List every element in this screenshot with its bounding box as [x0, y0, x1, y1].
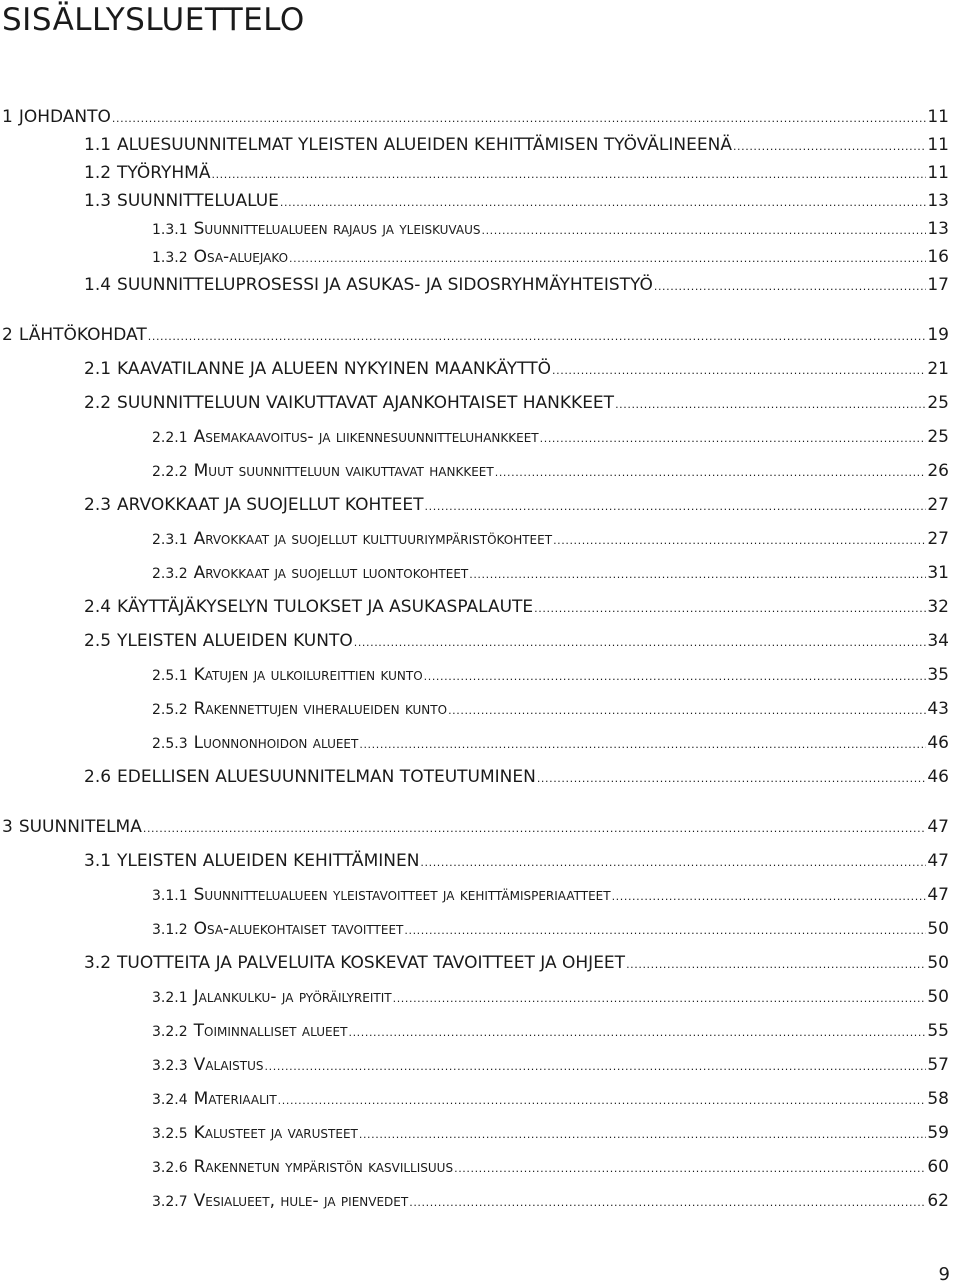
toc-entry-page: 60 [927, 1157, 949, 1177]
toc-entry-text: Katujen ja ulkoilureittien kunto [193, 665, 423, 685]
toc-leader-dots [469, 564, 926, 586]
toc-entry-text: KAAVATILANNE JA ALUEEN NYKYINEN MAANKÄYTTÖ [117, 359, 552, 379]
toc-entry[interactable] [152, 664, 949, 686]
toc-entry-page: 43 [927, 699, 949, 719]
toc-entry-page: 11 [927, 135, 949, 155]
toc-leader-dots [420, 852, 926, 874]
toc-entry[interactable] [84, 630, 949, 652]
toc-entry-title [152, 1156, 453, 1179]
toc-entry-number: 3.2.6 [152, 1160, 188, 1176]
toc-entry-page: 59 [927, 1123, 949, 1143]
toc-entry[interactable] [84, 392, 949, 414]
toc-entry-page: 47 [927, 817, 949, 837]
toc-entry-page: 13 [927, 191, 949, 211]
toc-entry-text: Osa-aluejako [193, 247, 289, 267]
toc-leader-dots [211, 164, 926, 186]
toc-entry[interactable] [152, 246, 949, 268]
toc-entry-number: 2.1 [84, 359, 112, 379]
toc-entry-text: Suunnittelualueen rajaus ja yleiskuvaus [193, 219, 481, 239]
toc-entry-text: Osa-aluekohtaiset tavoitteet [193, 919, 404, 939]
toc-entry[interactable] [152, 1156, 949, 1178]
toc-entry-page: 17 [927, 275, 949, 295]
toc-entry-number: 1.2 [84, 163, 112, 183]
toc-entry-text: EDELLISEN ALUESUUNNITELMAN TOTEUTUMINEN [117, 767, 536, 787]
toc-leader-dots [654, 276, 927, 298]
toc-entry-text: YLEISTEN ALUEIDEN KUNTO [117, 631, 353, 651]
toc-entry-title [152, 698, 447, 721]
toc-leader-dots [552, 360, 926, 382]
toc-entry-page: 13 [927, 219, 949, 239]
toc-entry-title [84, 766, 536, 788]
toc-leader-dots [481, 220, 926, 242]
toc-entry[interactable] [152, 1088, 949, 1110]
toc-entry-number: 1.4 [84, 275, 112, 295]
toc-leader-dots [733, 136, 926, 158]
toc-entry-page: 31 [927, 563, 949, 583]
toc-entry-page: 57 [927, 1055, 949, 1075]
toc-entry-page: 34 [927, 631, 949, 651]
toc-leader-dots [348, 1022, 926, 1044]
toc-entry[interactable] [2, 816, 949, 838]
toc-entry-title [84, 274, 653, 296]
toc-leader-dots [615, 394, 926, 416]
toc-entry-number: 2.3 [84, 495, 112, 515]
toc-entry-page: 11 [927, 107, 949, 127]
toc-entry-title [152, 1190, 408, 1213]
toc-entry-number: 2.4 [84, 597, 112, 617]
toc-entry-number: 3.2.1 [152, 990, 188, 1006]
toc-leader-dots [278, 1090, 927, 1112]
toc-entry-number: 1.3.2 [152, 250, 188, 266]
toc-entry-number: 2.5 [84, 631, 112, 651]
toc-entry-text: Materiaalit [193, 1089, 277, 1109]
toc-entry-page: 26 [927, 461, 949, 481]
toc-entry-title [152, 528, 552, 551]
toc-entry[interactable] [84, 162, 949, 184]
toc-entry-title [152, 986, 392, 1009]
toc-entry[interactable] [152, 426, 949, 448]
toc-leader-dots [289, 248, 926, 270]
toc-entry-page: 25 [927, 427, 949, 447]
toc-entry-title [84, 494, 424, 516]
toc-entry-text: TYÖRYHMÄ [117, 163, 211, 183]
toc-entry-number: 3.1.2 [152, 922, 188, 938]
toc-entry-number: 1.3.1 [152, 222, 188, 238]
toc-leader-dots [354, 632, 927, 654]
toc-entry-text: Arvokkaat ja suojellut luontokohteet [193, 563, 469, 583]
toc-entry-number: 3.2.2 [152, 1024, 188, 1040]
toc-entry-text: Rakennettujen viheralueiden kunto [193, 699, 448, 719]
toc-leader-dots [112, 108, 926, 130]
toc-entry[interactable] [84, 766, 949, 788]
toc-entry-number: 3.2.4 [152, 1092, 188, 1108]
toc-entry-page: 32 [927, 597, 949, 617]
toc-entry-text: SUUNNITTELUALUE [117, 191, 279, 211]
toc-entry-page: 55 [927, 1021, 949, 1041]
toc-leader-dots [612, 886, 927, 908]
toc-entry-title [152, 732, 358, 755]
toc-entry-title [2, 106, 111, 128]
toc-entry-text: Vesialueet, hule- ja pienvedet [193, 1191, 409, 1211]
toc-entry-text: Suunnittelualueen yleistavoitteet ja kehittämisperiaatteet [193, 885, 611, 905]
toc-entry-text: SUUNNITTELUPROSESSI JA ASUKAS- JA SIDOSRYHMÄYHTEISTYÖ [117, 275, 653, 295]
toc-entry-page: 50 [927, 987, 949, 1007]
toc-entry-number: 3.2 [84, 953, 112, 973]
toc-entry-number: 1 [2, 107, 13, 127]
toc-leader-dots [393, 988, 927, 1010]
toc-entry-number: 2.2.2 [152, 464, 188, 480]
toc-entry-text: Jalankulku- ja pyöräilyreitit [193, 987, 392, 1007]
toc-entry-text: KÄYTTÄJÄKYSELYN TULOKSET JA ASUKASPALAUTE [117, 597, 534, 617]
toc-entry-text: Rakennetun ympäristön kasvillisuus [193, 1157, 454, 1177]
toc-entry-text: SUUNNITTELUUN VAIKUTTAVAT AJANKOHTAISET HANKKEET [117, 393, 615, 413]
toc-leader-dots [540, 428, 927, 450]
toc-entry[interactable] [152, 1020, 949, 1042]
toc-entry[interactable] [152, 698, 949, 720]
toc-leader-dots [148, 326, 927, 348]
toc-entry-title [84, 190, 279, 212]
toc-leader-dots [404, 920, 926, 942]
toc-entry[interactable] [152, 1190, 949, 1212]
toc-entry-number: 2.2.1 [152, 430, 188, 446]
toc-entry-title [152, 918, 403, 941]
toc-entry-text: YLEISTEN ALUEIDEN KEHITTÄMINEN [117, 851, 420, 871]
toc-entry-number: 1.3 [84, 191, 112, 211]
toc-entry[interactable] [152, 562, 949, 584]
toc-entry-text: TUOTTEITA JA PALVELUITA KOSKEVAT TAVOITTEET JA OHJEET [117, 953, 626, 973]
toc-leader-dots [454, 1158, 926, 1180]
toc-entry[interactable] [152, 1122, 949, 1144]
toc-leader-dots [626, 954, 926, 976]
toc-leader-dots [424, 666, 927, 688]
toc-leader-dots [359, 1124, 927, 1146]
toc-entry-title [84, 392, 614, 414]
toc-entry-title [152, 1020, 347, 1043]
toc-entry-page: 47 [927, 885, 949, 905]
toc-entry[interactable] [152, 218, 949, 240]
page-title: SISÄLLYSLUETTELO [2, 2, 305, 38]
toc-leader-dots [553, 530, 926, 552]
toc-entry-page: 11 [927, 163, 949, 183]
toc-entry-title [84, 134, 732, 156]
toc-leader-dots [409, 1192, 926, 1214]
toc-entry[interactable] [152, 918, 949, 940]
toc-entry-text: Luonnonhoidon alueet [193, 733, 359, 753]
toc-entry-title [84, 162, 210, 184]
toc-entry-title [152, 1054, 264, 1077]
toc-entry[interactable] [152, 460, 949, 482]
toc-entry-text: Arvokkaat ja suojellut kulttuuriympäristökohteet [193, 529, 553, 549]
toc-entry-page: 46 [927, 767, 949, 787]
toc-entry-number: 2.6 [84, 767, 112, 787]
toc-entry-title [152, 218, 480, 241]
toc-entry-text: Toiminnalliset alueet [193, 1021, 348, 1041]
toc-entry-text: Asemakaavoitus- ja liikennesuunnitteluhankkeet [193, 427, 539, 447]
toc-entry-title [84, 630, 353, 652]
toc-entry[interactable] [2, 106, 949, 128]
toc-entry-text: Kalusteet ja varusteet [193, 1123, 358, 1143]
toc-entry-title [152, 562, 468, 585]
toc-entry-number: 3.2.3 [152, 1058, 188, 1074]
toc-entry-title [2, 816, 142, 838]
toc-entry[interactable] [84, 134, 949, 156]
toc-entry[interactable] [84, 850, 949, 872]
toc-leader-dots [448, 700, 926, 722]
toc-entry-number: 2.3.2 [152, 566, 188, 582]
toc-leader-dots [495, 462, 927, 484]
toc-entry-page: 58 [927, 1089, 949, 1109]
toc-entry-title [152, 664, 423, 687]
toc-entry-page: 62 [927, 1191, 949, 1211]
toc-entry[interactable] [84, 274, 949, 296]
toc-entry[interactable] [84, 358, 949, 380]
toc-entry[interactable] [84, 952, 949, 974]
toc-entry-page: 27 [927, 495, 949, 515]
toc-entry[interactable] [84, 596, 949, 618]
toc-entry-title [84, 850, 419, 872]
toc-entry-number: 3 [2, 817, 13, 837]
toc-entry-text: SUUNNITELMA [18, 817, 142, 837]
toc-entry-number: 3.1 [84, 851, 112, 871]
toc-entry-title [152, 426, 539, 449]
toc-entry-title [152, 1088, 277, 1111]
toc-entry[interactable] [84, 190, 949, 212]
toc-entry-title [152, 1122, 358, 1145]
toc-entry[interactable] [152, 986, 949, 1008]
toc-entry-number: 3.1.1 [152, 888, 188, 904]
toc-entry-number: 2.2 [84, 393, 112, 413]
toc-entry-text: ALUESUUNNITELMAT YLEISTEN ALUEIDEN KEHITTÄMISEN TYÖVÄLINEENÄ [117, 135, 732, 155]
toc-entry-page: 19 [927, 325, 949, 345]
toc-entry-title [84, 952, 625, 974]
toc-entry-title [152, 246, 288, 269]
toc-entry-number: 2.3.1 [152, 532, 188, 548]
toc-leader-dots [425, 496, 927, 518]
toc-entry-page: 50 [927, 919, 949, 939]
toc-entry-title [84, 596, 533, 618]
toc-entry[interactable] [152, 1054, 949, 1076]
toc-entry-page: 27 [927, 529, 949, 549]
toc-entry-number: 3.2.7 [152, 1194, 188, 1210]
toc-entry-page: 16 [927, 247, 949, 267]
toc-entry-number: 1.1 [84, 135, 112, 155]
toc-entry-number: 2.5.1 [152, 668, 188, 684]
toc-entry[interactable] [2, 324, 949, 346]
toc-entry-number: 2.5.2 [152, 702, 188, 718]
toc-entry-title [152, 884, 611, 907]
toc-entry-title [2, 324, 147, 346]
toc-leader-dots [537, 768, 927, 790]
toc-entry-page: 50 [927, 953, 949, 973]
toc-entry-title [152, 460, 494, 483]
toc-entry[interactable] [152, 884, 949, 906]
toc-entry-number: 3.2.5 [152, 1126, 188, 1142]
toc-leader-dots [534, 598, 926, 620]
toc-leader-dots [280, 192, 926, 214]
toc-leader-dots [359, 734, 926, 756]
toc-entry[interactable] [152, 732, 949, 754]
toc-entry-number: 2.5.3 [152, 736, 188, 752]
toc-entry-page: 47 [927, 851, 949, 871]
toc-leader-dots [265, 1056, 927, 1078]
toc-entry-text: LÄHTÖKOHDAT [18, 325, 147, 345]
toc-leader-dots [143, 818, 927, 840]
toc-entry-text: Valaistus [193, 1055, 264, 1075]
toc-entry-text: Muut suunnitteluun vaikuttavat hankkeet [193, 461, 494, 481]
toc-entry-number: 2 [2, 325, 13, 345]
toc-entry-page: 46 [927, 733, 949, 753]
toc-entry-text: JOHDANTO [18, 107, 111, 127]
page-number: 9 [938, 1264, 950, 1285]
toc-entry-page: 21 [927, 359, 949, 379]
toc-entry-page: 35 [927, 665, 949, 685]
toc-entry[interactable] [152, 528, 949, 550]
toc-entry-text: ARVOKKAAT JA SUOJELLUT KOHTEET [117, 495, 424, 515]
toc-entry-title [84, 358, 551, 380]
toc-entry-page: 25 [927, 393, 949, 413]
toc-entry[interactable] [84, 494, 949, 516]
